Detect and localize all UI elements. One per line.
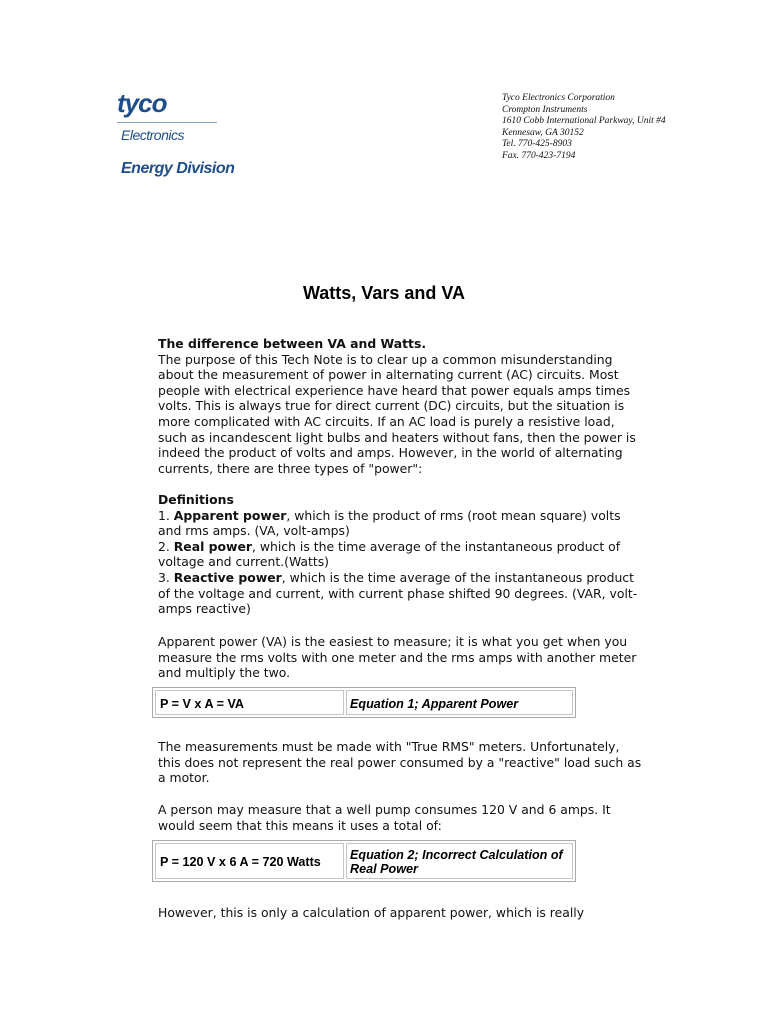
address-line: Fax. 770-423-7194 <box>502 150 576 161</box>
text-line: A person may measure that a well pump consumes 120 V and 6 amps. It <box>158 802 611 817</box>
document-title: Watts, Vars and VA <box>302 283 466 303</box>
text-line: of the voltage and current, with current phase shifted 90 degrees. (VAR, volt- <box>158 585 638 601</box>
however-paragraph <box>158 905 638 921</box>
logo-sub: Electronics <box>121 127 184 143</box>
text-line: about the measurement of power in alternating current (AC) circuits. Most <box>158 367 619 383</box>
intro-section <box>158 336 638 476</box>
address-line: Kennesaw, GA 30152 <box>502 127 584 138</box>
logo-division: Energy Division <box>121 160 235 177</box>
tyco-electronics-logo <box>113 88 253 177</box>
definition-item: 2. Real power, which is the time average of the instantaneous product of <box>158 538 621 554</box>
text-line: a motor. <box>158 770 210 786</box>
text-line: such as incandescent light bulbs and heaters without fans, then the power is <box>158 429 636 445</box>
definition-item: 1. Apparent power, which is the product of rms (root mean square) volts <box>158 507 621 523</box>
address-line: Tyco Electronics Corporation <box>502 93 615 103</box>
text-line: measure the rms volts with one meter and the rms amps with another meter <box>158 649 637 665</box>
address-line: 1610 Cobb International Parkway, Unit #4 <box>502 116 666 127</box>
text-line: voltage and current.(Watts) <box>158 554 330 570</box>
text-line: and rms amps. (VA, volt-amps) <box>158 523 350 539</box>
text-line: and multiply the two. <box>158 665 291 681</box>
text-line: The purpose of this Tech Note is to clear up a common misunderstanding <box>158 351 613 367</box>
equation-2-table <box>152 840 576 882</box>
text-line: people with electrical experience have heard that power equals amps times <box>158 382 631 398</box>
pump-paragraph <box>158 802 638 833</box>
text-line: However, this is only a calculation of apparent power, which is really <box>158 905 585 920</box>
logo-rule <box>117 122 217 123</box>
text-line: amps reactive) <box>158 601 251 617</box>
apparent-power-paragraph <box>158 634 638 681</box>
section-heading: Definitions <box>158 492 234 507</box>
logo-brand: tyco <box>117 88 167 118</box>
text-line: The measurements must be made with "True RMS" meters. Unfortunately, <box>158 739 620 754</box>
text-line: indeed the product of volts and amps. However, in the world of alternating <box>158 445 623 461</box>
definition-item: 3. Reactive power, which is the time average of the instantaneous product <box>158 569 634 585</box>
company-address <box>502 93 666 163</box>
text-line: currents, there are three types of "power": <box>158 460 423 476</box>
text-line: more complicated with AC circuits. If an AC load is purely a resistive load, <box>158 413 615 429</box>
equation-1-formula: P = V x A = VA <box>155 690 344 715</box>
text-line: this does not represent the real power consumed by a "reactive" load such as <box>158 754 642 770</box>
section-heading: The difference between VA and Watts. <box>158 336 427 351</box>
text-line: volts. This is always true for direct current (DC) circuits, but the situation is <box>158 398 625 414</box>
text-line: Apparent power (VA) is the easiest to measure; it is what you get when you <box>158 634 628 649</box>
equation-1-label: Equation 1; Apparent Power <box>346 690 573 715</box>
definitions-section <box>158 492 638 617</box>
address-line: Tel. 770-425-8903 <box>502 139 572 150</box>
true-rms-paragraph <box>158 739 642 786</box>
equation-2-label: Equation 2; Incorrect Calculation of Real Power <box>346 843 573 879</box>
equation-1-table <box>152 687 576 718</box>
text-line: would seem that this means it uses a total of: <box>158 817 442 833</box>
equation-2-formula: P = 120 V x 6 A = 720 Watts <box>155 843 344 879</box>
address-line: Crompton Instruments <box>502 104 588 115</box>
